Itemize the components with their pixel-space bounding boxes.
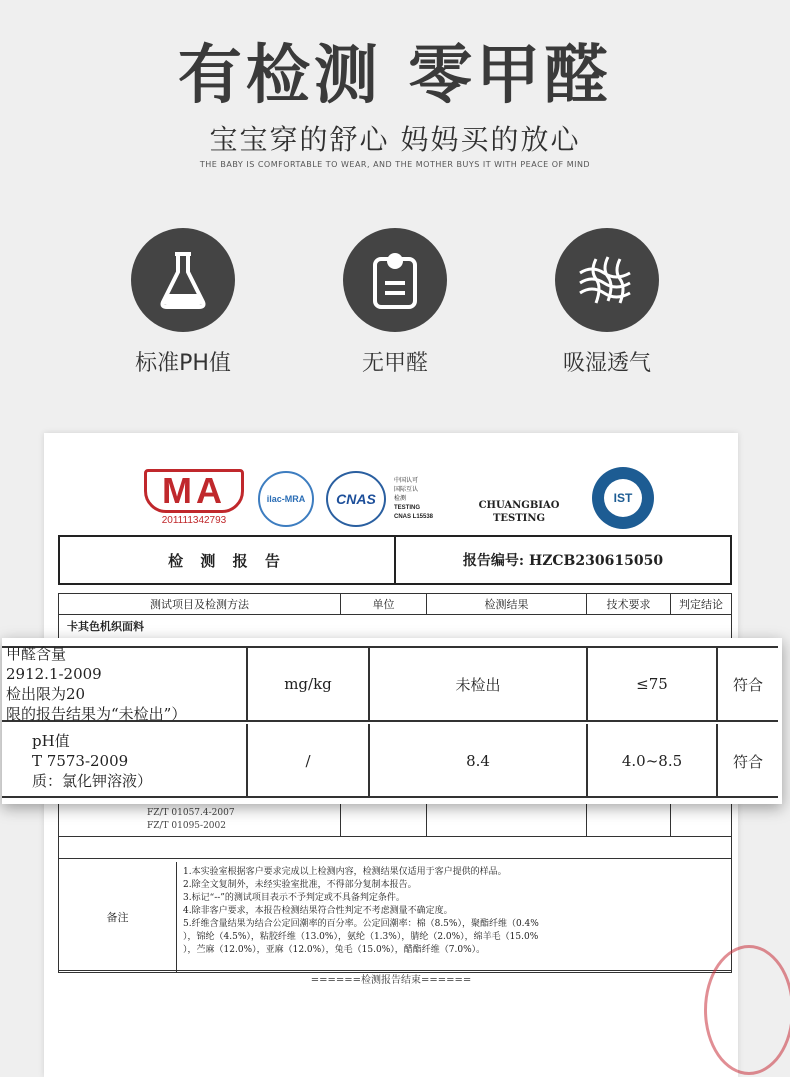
- verdict-cell: 符合: [732, 752, 763, 771]
- feature-breathable: [532, 228, 682, 377]
- fabric-weave-icon: [555, 228, 659, 332]
- cnas-line: 国际互认: [394, 487, 419, 493]
- remark-item: 5.纤维含量结果为结合公定回潮率的百分率。公定回潮率：棉（8.5%），聚酯纤维（0.4%: [183, 919, 539, 929]
- standard-line: FZ/T 01057.4-2007: [147, 808, 235, 818]
- feature-no-formaldehyde: [320, 228, 470, 377]
- page-subtitle-en: THE BABY IS COMFORTABLE TO WEAR, AND THE MOTHER BUYS IT WITH PEACE OF MIND: [199, 160, 591, 169]
- cnas-line: 检测: [394, 496, 407, 502]
- table-cell: [341, 800, 427, 836]
- unit-cell: /: [248, 724, 370, 798]
- ilac-logo: ilac-MRA: [258, 471, 314, 527]
- feature-label: 标准PH值: [135, 351, 231, 376]
- cma-number: 201111342793: [161, 515, 227, 526]
- requirement-cell: ≤75: [588, 648, 718, 720]
- ist-text: IST: [604, 479, 642, 517]
- chuangbiao-logo: [474, 499, 564, 525]
- clipboard-icon: [343, 228, 447, 332]
- chuangbiao-line: TESTING: [492, 513, 546, 524]
- remark-item: 3.标记“--”的测试项目表示不予判定或不具备判定条件。: [183, 893, 405, 903]
- remarks-list: [183, 866, 723, 957]
- certification-logos: [44, 463, 738, 543]
- item-line: 2912.1-2009: [6, 665, 102, 683]
- result-cell: 未检出: [370, 648, 588, 720]
- fabric-name: 卡其色机织面料: [67, 620, 144, 633]
- feature-ph: [108, 228, 258, 377]
- item-line: 限的报告结果为“未检出”）: [6, 705, 187, 723]
- report-end: ======检测报告结束======: [310, 975, 472, 986]
- result-cell: 8.4: [370, 724, 588, 798]
- verdict-cell: 符合: [732, 675, 763, 694]
- feature-label: 吸湿透气: [562, 351, 651, 376]
- item-cell: [2, 645, 248, 723]
- divider: [59, 614, 731, 615]
- item-line: 检出限为20: [6, 685, 86, 703]
- cnas-line: CNAS L15538: [394, 514, 434, 520]
- table-row-ph: [2, 724, 778, 798]
- divider: [59, 836, 731, 837]
- cma-mark: MA: [144, 469, 244, 513]
- page-title: 有检测 零甲醛: [177, 39, 613, 113]
- remark-item: 2.除全文复制外，未经实验室批准，不得部分复制本报告。: [183, 880, 417, 890]
- cma-logo: [144, 469, 244, 526]
- table-cell: [671, 800, 731, 836]
- divider: [59, 858, 731, 859]
- report-number: 报告编号: HZCB230615050: [462, 553, 664, 569]
- column-header: 单位: [341, 594, 427, 614]
- cnas-logo: CNAS: [326, 471, 386, 527]
- item-line: pH值: [32, 732, 70, 750]
- table-cell: [587, 800, 671, 836]
- chuangbiao-line: CHUANGBIAO: [478, 500, 560, 511]
- requirement-cell: 4.0~8.5: [588, 724, 718, 798]
- remark-item: ），锦纶（4.5%），粘胶纤维（13.0%），氨纶（1.3%），腈纶（2.0%），绵羊毛（15.0%: [183, 932, 539, 942]
- remark-item: 1.本实验室根据客户要求完成以上检测内容，检测结果仅适用于客户提供的样品。: [183, 867, 507, 877]
- table-row-formaldehyde: [2, 645, 778, 723]
- ist-logo: [592, 467, 654, 529]
- item-line: 质：氯化钾溶液）: [32, 772, 153, 790]
- table-cell: [427, 800, 587, 836]
- column-header: 检测结果: [427, 594, 587, 614]
- cnas-text: [394, 477, 433, 522]
- feature-label: 无甲醛: [361, 351, 428, 376]
- item-line: 甲醛含量: [6, 645, 67, 663]
- zoomed-results: [2, 638, 782, 804]
- item-cell: [2, 724, 248, 798]
- page-subtitle: 宝宝穿的舒心 妈妈买的放心: [209, 123, 581, 156]
- report-title: 检 测 报 告: [60, 537, 396, 583]
- column-header: 技术要求: [587, 594, 671, 614]
- unit-cell: mg/kg: [248, 648, 370, 720]
- cnas-line: TESTING: [394, 505, 421, 511]
- table-header-row: [59, 594, 731, 614]
- report-header: [58, 535, 732, 585]
- column-header: 判定结论: [679, 598, 723, 611]
- item-line: T 7573-2009: [32, 752, 129, 770]
- remarks-label: 备注: [59, 862, 177, 972]
- column-header: 测试项目及检测方法: [59, 594, 341, 614]
- cnas-line: 中国认可: [394, 478, 419, 484]
- remark-item: ），苎麻（12.0%），亚麻（12.0%），兔毛（15.0%），醋酯纤维（7.0%）。: [183, 945, 486, 955]
- official-stamp: [704, 945, 790, 1075]
- standard-line: FZ/T 01095-2002: [147, 821, 226, 831]
- remark-item: 4.除非客户要求，本报告检测结果符合性判定不考虑测量不确定度。: [183, 906, 453, 916]
- flask-icon: [131, 228, 235, 332]
- zoomed-table: [2, 646, 778, 798]
